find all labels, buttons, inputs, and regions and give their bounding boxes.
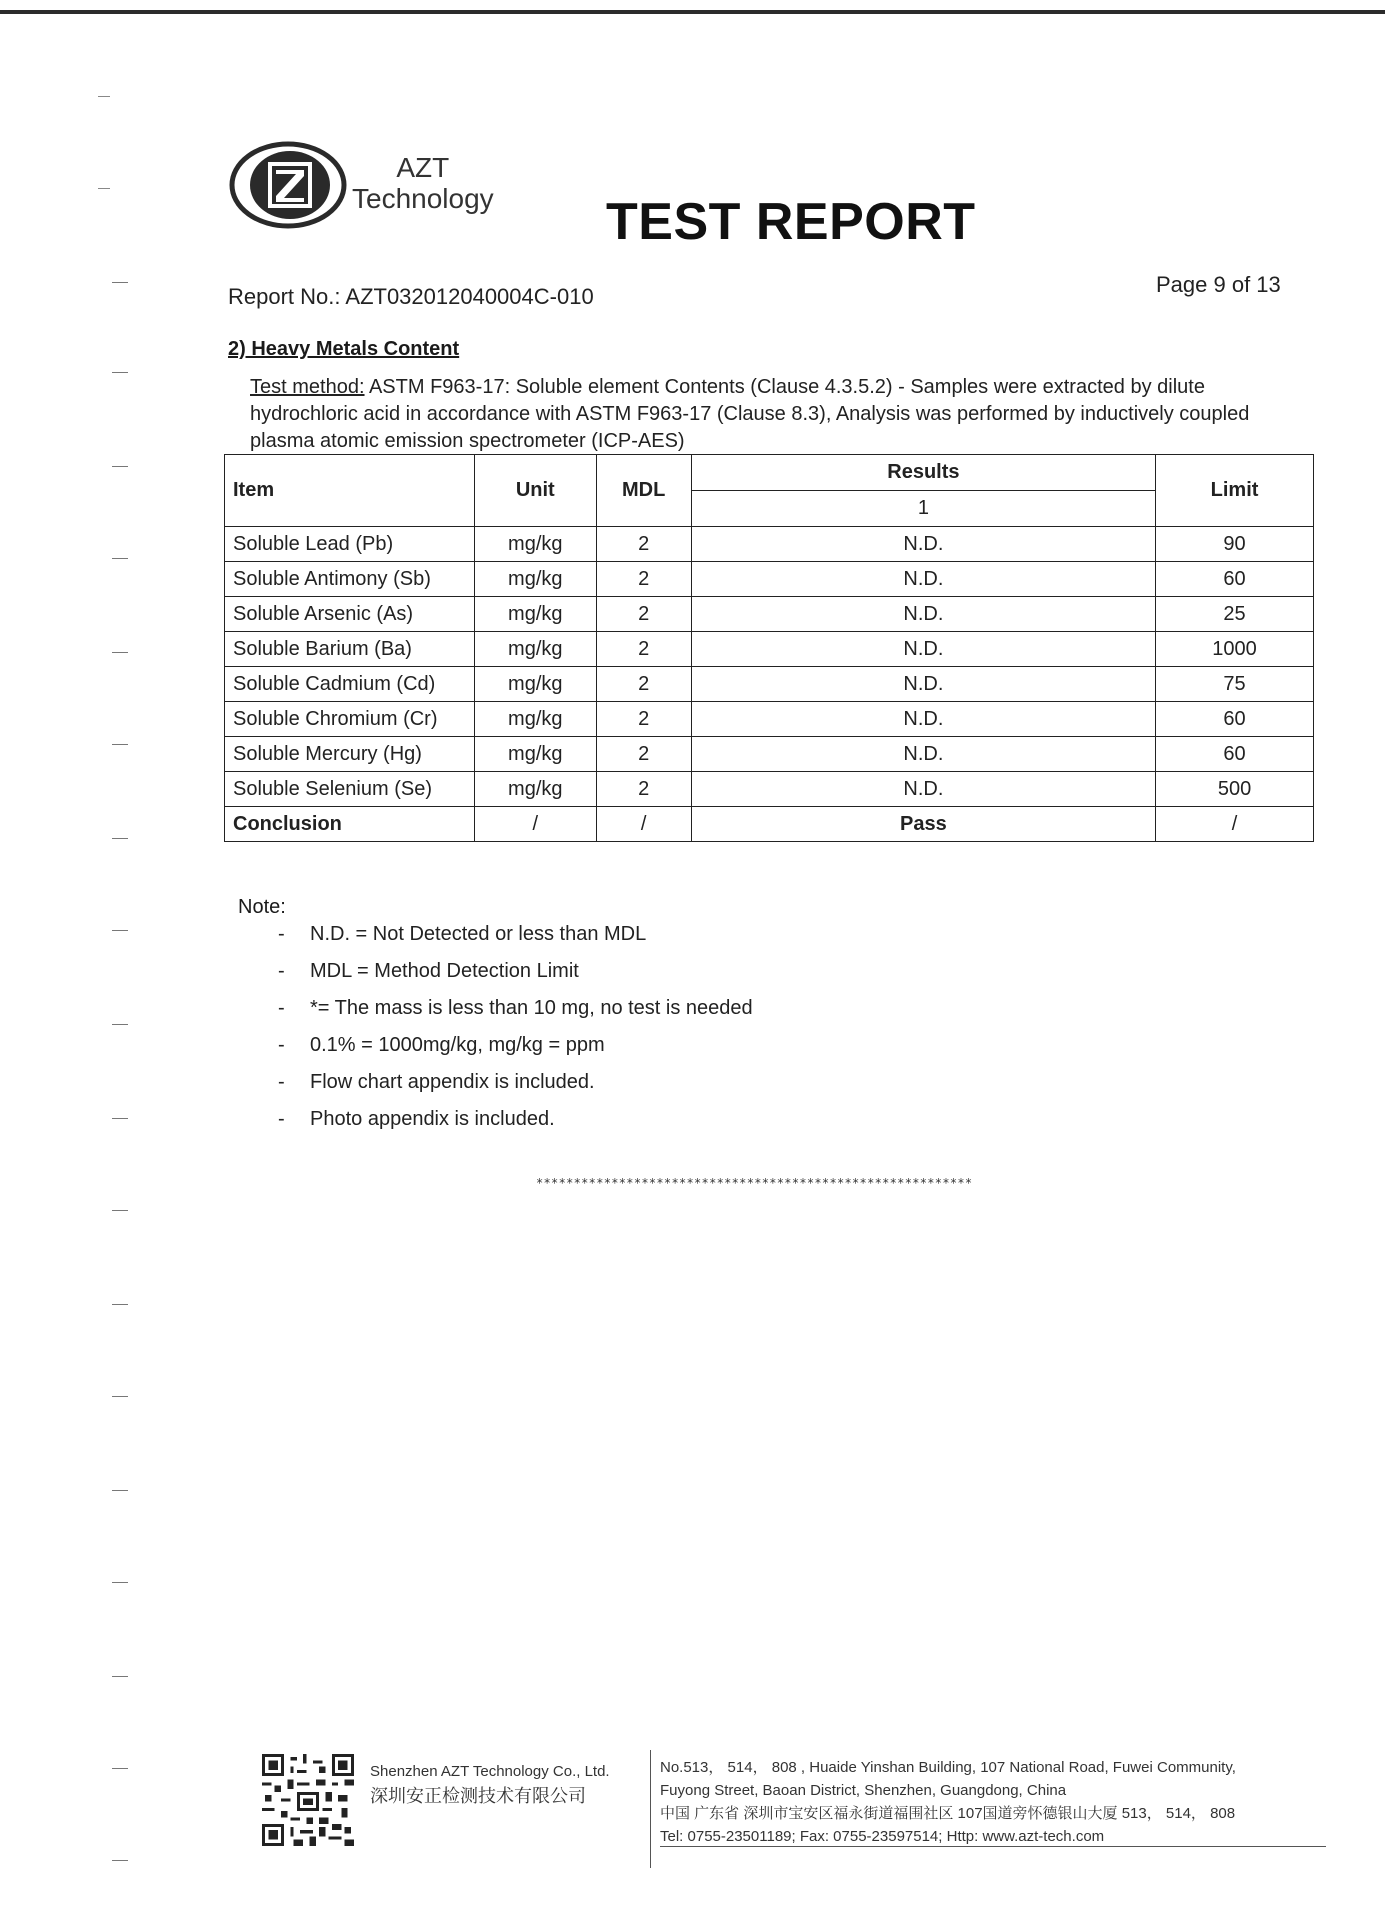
cell-limit: 25 xyxy=(1156,597,1314,632)
scan-top-edge xyxy=(0,10,1385,14)
table-row xyxy=(225,597,1314,632)
cell-unit: mg/kg xyxy=(474,632,596,667)
page-number: Page 9 of 13 xyxy=(1156,272,1281,297)
address-line: No.513， 514， 808 , Huaide Yinshan Building, 107 National Road, Fuwei Community, xyxy=(660,1759,1236,1776)
cell-limit: 60 xyxy=(1156,737,1314,772)
conclusion-limit: / xyxy=(1156,807,1314,842)
table-row xyxy=(225,772,1314,807)
cell-unit: mg/kg xyxy=(474,562,596,597)
header-results: Results xyxy=(691,455,1155,491)
cell-result: N.D. xyxy=(691,737,1155,772)
cell-mdl: 2 xyxy=(596,667,691,702)
note-label: Note: xyxy=(238,896,286,918)
cell-item: Soluble Lead (Pb) xyxy=(225,527,475,562)
table-row xyxy=(225,667,1314,702)
cell-mdl: 2 xyxy=(596,702,691,737)
cell-item: Soluble Selenium (Se) xyxy=(225,772,475,807)
company-name-cn: 深圳安正检测技术有限公司 xyxy=(370,1786,586,1806)
footer-rule xyxy=(660,1846,1326,1847)
table-row xyxy=(225,632,1314,667)
footer-address xyxy=(660,1756,1236,1848)
cell-item: Soluble Antimony (Sb) xyxy=(225,562,475,597)
cell-item: Soluble Chromium (Cr) xyxy=(225,702,475,737)
company-name-en: Shenzhen AZT Technology Co., Ltd. xyxy=(370,1763,610,1780)
note-item: - MDL = Method Detection Limit xyxy=(278,953,753,990)
cell-unit: mg/kg xyxy=(474,772,596,807)
header-unit: Unit xyxy=(474,455,596,527)
header-mdl: MDL xyxy=(596,455,691,527)
cell-unit: mg/kg xyxy=(474,597,596,632)
cell-result: N.D. xyxy=(691,667,1155,702)
cell-mdl: 2 xyxy=(596,772,691,807)
cell-mdl: 2 xyxy=(596,632,691,667)
cell-result: N.D. xyxy=(691,772,1155,807)
header-item: Item xyxy=(225,455,475,527)
note-item: - Flow chart appendix is included. xyxy=(278,1064,753,1101)
cell-item: Soluble Cadmium (Cd) xyxy=(225,667,475,702)
cell-limit: 60 xyxy=(1156,562,1314,597)
footer-divider xyxy=(650,1750,651,1868)
cell-result: N.D. xyxy=(691,702,1155,737)
cell-limit: 500 xyxy=(1156,772,1314,807)
header-results-sample: 1 xyxy=(691,491,1155,527)
logo-line1: AZT xyxy=(396,152,450,183)
cell-limit: 90 xyxy=(1156,527,1314,562)
footer-company xyxy=(370,1760,610,1808)
report-number: Report No.: AZT032012040004C-010 xyxy=(228,284,594,309)
cell-item: Soluble Barium (Ba) xyxy=(225,632,475,667)
test-method xyxy=(250,374,1300,455)
cell-unit: mg/kg xyxy=(474,667,596,702)
conclusion-label: Conclusion xyxy=(225,807,475,842)
cell-mdl: 2 xyxy=(596,737,691,772)
footer xyxy=(262,1750,1322,1860)
end-of-report-marker: ********************************************************** xyxy=(536,1176,973,1190)
address-line: Fuyong Street, Baoan District, Shenzhen, Guangdong, China xyxy=(660,1782,1067,1799)
address-line-cn: 中国 广东省 深圳市宝安区福永街道福围社区 107国道旁怀德银山大厦 513， 514， 808 xyxy=(660,1805,1236,1822)
cell-item: Soluble Arsenic (As) xyxy=(225,597,475,632)
cell-mdl: 2 xyxy=(596,562,691,597)
cell-unit: mg/kg xyxy=(474,737,596,772)
cell-limit: 60 xyxy=(1156,702,1314,737)
conclusion-unit: / xyxy=(474,807,596,842)
table-row xyxy=(225,527,1314,562)
cell-result: N.D. xyxy=(691,562,1155,597)
cell-mdl: 2 xyxy=(596,597,691,632)
conclusion-row xyxy=(225,807,1314,842)
cell-unit: mg/kg xyxy=(474,702,596,737)
cell-mdl: 2 xyxy=(596,527,691,562)
table-row xyxy=(225,562,1314,597)
note-item: - *= The mass is less than 10 mg, no test is needed xyxy=(278,990,753,1027)
table-row xyxy=(225,702,1314,737)
qr-code-icon xyxy=(262,1754,354,1846)
cell-limit: 1000 xyxy=(1156,632,1314,667)
section-title: 2) Heavy Metals Content xyxy=(228,338,460,360)
table-row xyxy=(225,737,1314,772)
cell-result: N.D. xyxy=(691,527,1155,562)
heavy-metals-table xyxy=(224,454,1314,842)
cell-unit: mg/kg xyxy=(474,527,596,562)
note-item: - N.D. = Not Detected or less than MDL xyxy=(278,916,753,953)
azt-logo-icon xyxy=(228,140,348,230)
cell-item: Soluble Mercury (Hg) xyxy=(225,737,475,772)
note-item: - Photo appendix is included. xyxy=(278,1101,753,1138)
conclusion-result: Pass xyxy=(691,807,1155,842)
test-method-text: ASTM F963-17: Soluble element Contents (Clause 4.3.5.2) - Samples were extracted by dilute hydrochloric acid in accordance with ASTM F963-17 (Clause 8.3), Analysis was performed by inductively coupled plasma atomic emission spectrometer (ICP-AES) xyxy=(250,376,1250,452)
cell-result: N.D. xyxy=(691,597,1155,632)
notes-list xyxy=(278,916,753,1138)
cell-result: N.D. xyxy=(691,632,1155,667)
logo-text xyxy=(352,152,494,214)
logo-line2: Technology xyxy=(352,183,494,214)
conclusion-mdl: / xyxy=(596,807,691,842)
page-title: TEST REPORT xyxy=(606,193,976,251)
cell-limit: 75 xyxy=(1156,667,1314,702)
note-item: - 0.1% = 1000mg/kg, mg/kg = ppm xyxy=(278,1027,753,1064)
header-limit: Limit xyxy=(1156,455,1314,527)
test-method-label: Test method: xyxy=(250,376,365,398)
contact-line: Tel: 0755-23501189; Fax: 0755-23597514; Http: www.azt-tech.com xyxy=(660,1828,1105,1845)
